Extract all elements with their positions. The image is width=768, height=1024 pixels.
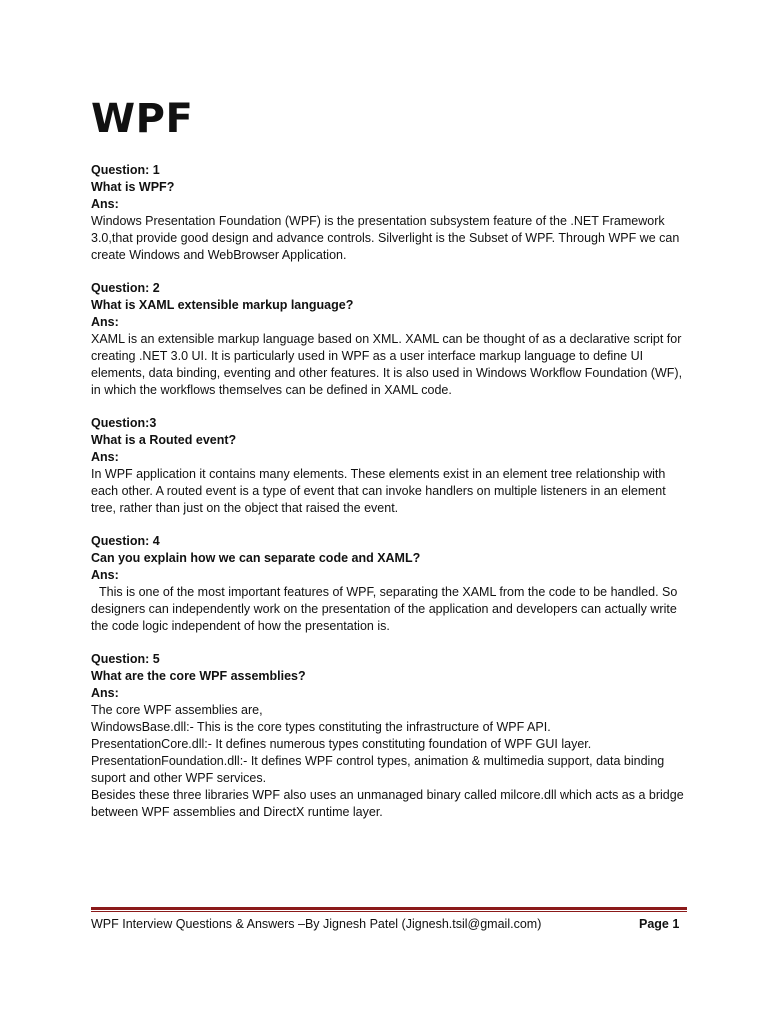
question-number: Question: 4 bbox=[91, 534, 160, 548]
question-number: Question: 1 bbox=[91, 163, 160, 177]
footer-text: WPF Interview Questions & Answers –By Jignesh Patel (Jignesh.tsil@gmail.com) bbox=[91, 917, 542, 931]
qa-item-3 bbox=[91, 415, 691, 517]
answer-paragraph: Windows Presentation Foundation (WPF) is the presentation subsystem feature of the .NET Framework 3.0,that provide good design and advance controls. Silverlight is the Subset of WPF. Through WPF we can create Windows and WebBrowser Application. bbox=[91, 214, 680, 262]
question-text: What are the core WPF assemblies? bbox=[91, 669, 306, 683]
qa-list bbox=[91, 162, 691, 837]
answer-label: Ans: bbox=[91, 568, 119, 582]
question-text: What is WPF? bbox=[91, 180, 175, 194]
answer-paragraph: In WPF application it contains many elements. These elements exist in an element tree relationship with each other. A routed event is a type of event that can invoke handlers on multiple listeners in an element tree, rather than just on the object that raised the event. bbox=[91, 467, 666, 515]
answer-line: PresentationCore.dll:- It defines numerous types constituting foundation of WPF GUI layer. bbox=[91, 737, 592, 751]
question-text: What is XAML extensible markup language? bbox=[91, 298, 354, 312]
footer-divider-thin bbox=[91, 911, 687, 912]
answer-paragraph: XAML is an extensible markup language based on XML. XAML can be thought of as a declarative script for creating .NET 3.0 UI. It is particularly used in WPF as a user interface markup language to define UI elements, data binding, eventing and other features. It is also used in Windows Workflow Foundation (WF), in which the workflows themselves can be defined in XAML code. bbox=[91, 332, 683, 397]
answer-label: Ans: bbox=[91, 686, 119, 700]
answer-label: Ans: bbox=[91, 315, 119, 329]
qa-item-5 bbox=[91, 651, 691, 821]
page-number: Page 1 bbox=[639, 917, 680, 931]
answer-line: WindowsBase.dll:- This is the core types constituting the infrastructure of WPF API. bbox=[91, 720, 551, 734]
question-number: Question: 5 bbox=[91, 652, 160, 666]
answer-line: PresentationFoundation.dll:- It defines WPF control types, animation & multimedia support, data binding suport and other WPF services. bbox=[91, 754, 665, 785]
answer-line: The core WPF assemblies are, bbox=[91, 703, 263, 717]
question-number: Question:3 bbox=[91, 416, 157, 430]
page-title: WPF bbox=[91, 96, 194, 142]
answer-line: Besides these three libraries WPF also uses an unmanaged binary called milcore.dll which acts as a bridge between WPF assemblies and DirectX runtime layer. bbox=[91, 788, 684, 819]
qa-item-2 bbox=[91, 280, 691, 399]
qa-item-4 bbox=[91, 533, 691, 635]
answer-paragraph: This is one of the most important features of WPF, separating the XAML from the code to be handled. So designers can independently work on the presentation of the application and developers can actually write the code logic independent of how the presentation is. bbox=[91, 585, 678, 633]
footer-divider-thick bbox=[91, 907, 687, 910]
question-text: Can you explain how we can separate code and XAML? bbox=[91, 551, 421, 565]
question-text: What is a Routed event? bbox=[91, 433, 237, 447]
qa-item-1 bbox=[91, 162, 691, 264]
answer-label: Ans: bbox=[91, 197, 119, 211]
question-number: Question: 2 bbox=[91, 281, 160, 295]
answer-label: Ans: bbox=[91, 450, 119, 464]
